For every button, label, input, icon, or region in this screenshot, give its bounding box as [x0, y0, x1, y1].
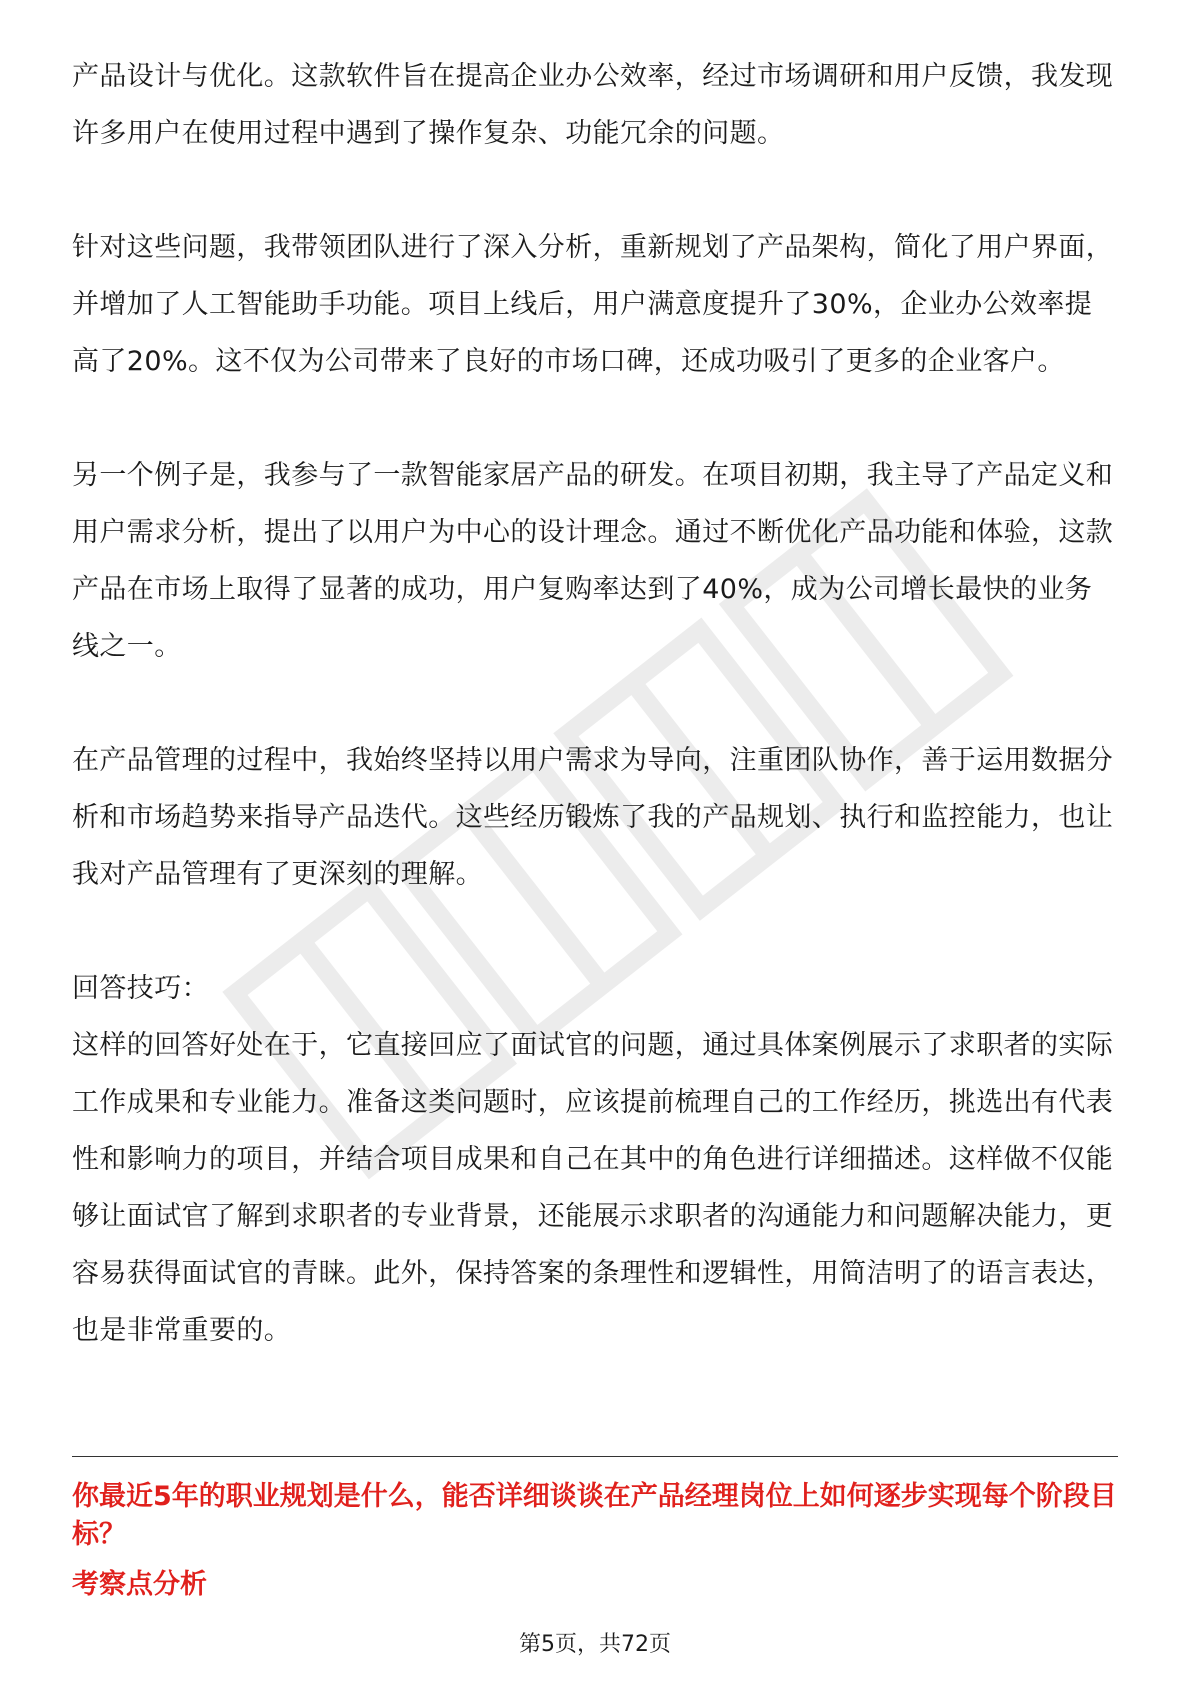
interview-question: 你最近5年的职业规划是什么，能否详细谈谈在产品经理岗位上如何逐步实现每个阶段目标？ — [72, 1481, 1117, 1550]
main-content — [72, 48, 1118, 1359]
paragraph-1: 产品设计与优化。这款软件旨在提高企业办公效率，经过市场调研和用户反馈，我发现许多用户在使用过程中遇到了操作复杂、功能冗余的问题。 — [72, 61, 1114, 149]
paragraph-4: 在产品管理的过程中，我始终坚持以用户需求为导向，注重团队协作，善于运用数据分析和市场趋势来指导产品迭代。这些经历锻炼了我的产品规划、执行和监控能力，也让我对产品管理有了更深刻的理解。 — [72, 745, 1114, 890]
tips-heading: 回答技巧： — [72, 973, 209, 1004]
paragraph-3: 另一个例子是，我参与了一款智能家居产品的研发。在项目初期，我主导了产品定义和用户需求分析，提出了以用户为中心的设计理念。通过不断优化产品功能和体验，这款产品在市场上取得了显著的成功，用户复购率达到了40%，成为公司增长最快的业务线之一。 — [72, 460, 1114, 662]
page-number: 第5页，共72页 — [519, 1632, 671, 1657]
section-divider — [72, 1456, 1118, 1457]
tips-body: 这样的回答好处在于，它直接回应了面试官的问题，通过具体案例展示了求职者的实际工作成果和专业能力。准备这类问题时，应该提前梳理自己的工作经历，挑选出有代表性和影响力的项目，并结合项目成果和自己在其中的角色进行详细描述。这样做不仅能够让面试官了解到求职者的专业背景，还能展示求职者的沟通能力和问题解决能力，更容易获得面试官的青睐。此外，保持答案的条理性和逻辑性，用简洁明了的语言表达，也是非常重要的。 — [72, 1030, 1114, 1346]
analysis-heading: 考察点分析 — [72, 1569, 207, 1600]
paragraph-2: 针对这些问题，我带领团队进行了深入分析，重新规划了产品架构，简化了用户界面，并增加了人工智能助手功能。项目上线后，用户满意度提升了30%，企业办公效率提高了20%。这不仅为公司带来了良好的市场口碑，还成功吸引了更多的企业客户。 — [72, 232, 1114, 377]
